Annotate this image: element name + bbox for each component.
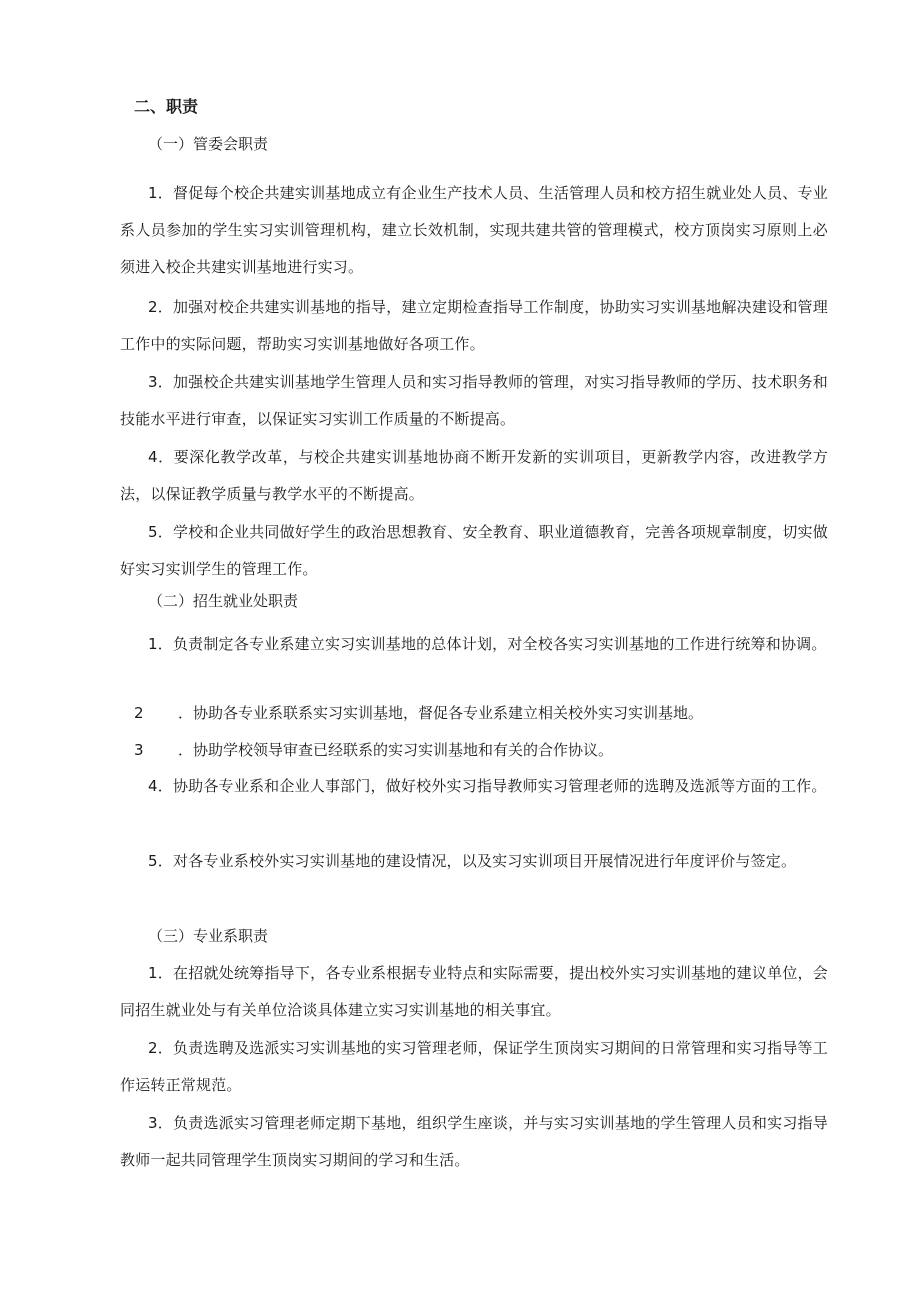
item-text: ．协助学校领导审查已经联系的实习实训基地和有关的合作协议。 [178, 741, 614, 759]
item-number: 3 [148, 373, 158, 391]
paragraph-1-1 [120, 175, 828, 286]
item-number: 3 [134, 741, 144, 759]
subsection-title-3: （三）专业系职责 [148, 927, 269, 945]
paragraph-2-3 [134, 739, 613, 761]
item-number: 1 [148, 964, 158, 982]
item-number: 2 [134, 704, 144, 722]
paragraph-1-5 [120, 514, 828, 588]
item-text: ．协助各专业系联系实习实训基地，督促各专业系建立相关校外实习实训基地。 [178, 704, 704, 722]
paragraph-2-1 [120, 626, 828, 663]
item-text: ．协助各专业系和企业人事部门，做好校外实习指导教师实习管理老师的选聘及选派等方面的工作。 [157, 777, 827, 795]
paragraph-3-2 [120, 1030, 828, 1104]
paragraph-1-3 [120, 364, 828, 438]
item-number: 2 [148, 298, 158, 316]
paragraph-1-2 [120, 289, 828, 363]
paragraph-3-3 [120, 1105, 828, 1179]
section-title: 二、职责 [134, 97, 199, 116]
item-text: ．要深化教学改革，与校企共建实训基地协商不断开发新的实训项目，更新教学内容，改进教学方法，以保证教学质量与教学水平的不断提高。 [120, 448, 828, 503]
item-text: ．对各专业系校外实习实训基地的建设情况，以及实习实训项目开展情况进行年度评价与签定。 [157, 852, 797, 870]
item-number: 1 [148, 184, 158, 202]
paragraph-2-4 [120, 768, 828, 805]
paragraph-2-2 [134, 702, 703, 724]
item-text: ．负责选聘及选派实习实训基地的实习管理老师，保证学生顶岗实习期间的日常管理和实习指导等工作运转正常规范。 [120, 1039, 828, 1094]
item-text: ．加强对校企共建实训基地的指导，建立定期检查指导工作制度，协助实习实训基地解决建设和管理工作中的实际问题，帮助实习实训基地做好各项工作。 [120, 298, 828, 353]
subsection-title-2: （二）招生就业处职责 [148, 592, 299, 610]
item-text: ．加强校企共建实训基地学生管理人员和实习指导教师的管理，对实习指导教师的学历、技术职务和技能水平进行审查，以保证实习实训工作质量的不断提高。 [120, 373, 828, 428]
item-number: 5 [148, 523, 158, 541]
item-text: ．学校和企业共同做好学生的政治思想教育、安全教育、职业道德教育，完善各项规章制度，切实做好实习实训学生的管理工作。 [120, 523, 828, 578]
item-number: 4 [148, 448, 158, 466]
paragraph-3-1 [120, 955, 828, 1029]
paragraph-1-4 [120, 439, 828, 513]
item-text: ．督促每个校企共建实训基地成立有企业生产技术人员、生活管理人员和校方招生就业处人员、专业系人员参加的学生实习实训管理机构，建立长效机制，实现共建共管的管理模式，校方顶岗实习原则上必须进入校企共建实训基地进行实习。 [120, 184, 828, 276]
paragraph-2-5 [120, 843, 828, 880]
item-number: 4 [148, 777, 158, 795]
item-number: 1 [148, 635, 158, 653]
item-number: 5 [148, 852, 158, 870]
item-text: ．负责制定各专业系建立实习实训基地的总体计划，对全校各实习实训基地的工作进行统筹和协调。 [157, 635, 827, 653]
item-number: 3 [148, 1114, 158, 1132]
item-text: ．负责选派实习管理老师定期下基地，组织学生座谈，并与实习实训基地的学生管理人员和实习指导教师一起共同管理学生顶岗实习期间的学习和生活。 [120, 1114, 828, 1169]
item-text: ．在招就处统筹指导下，各专业系根据专业特点和实际需要，提出校外实习实训基地的建议单位，会同招生就业处与有关单位洽谈具体建立实习实训基地的相关事宜。 [120, 964, 828, 1019]
subsection-title-1: （一）管委会职责 [148, 135, 269, 153]
item-number: 2 [148, 1039, 158, 1057]
